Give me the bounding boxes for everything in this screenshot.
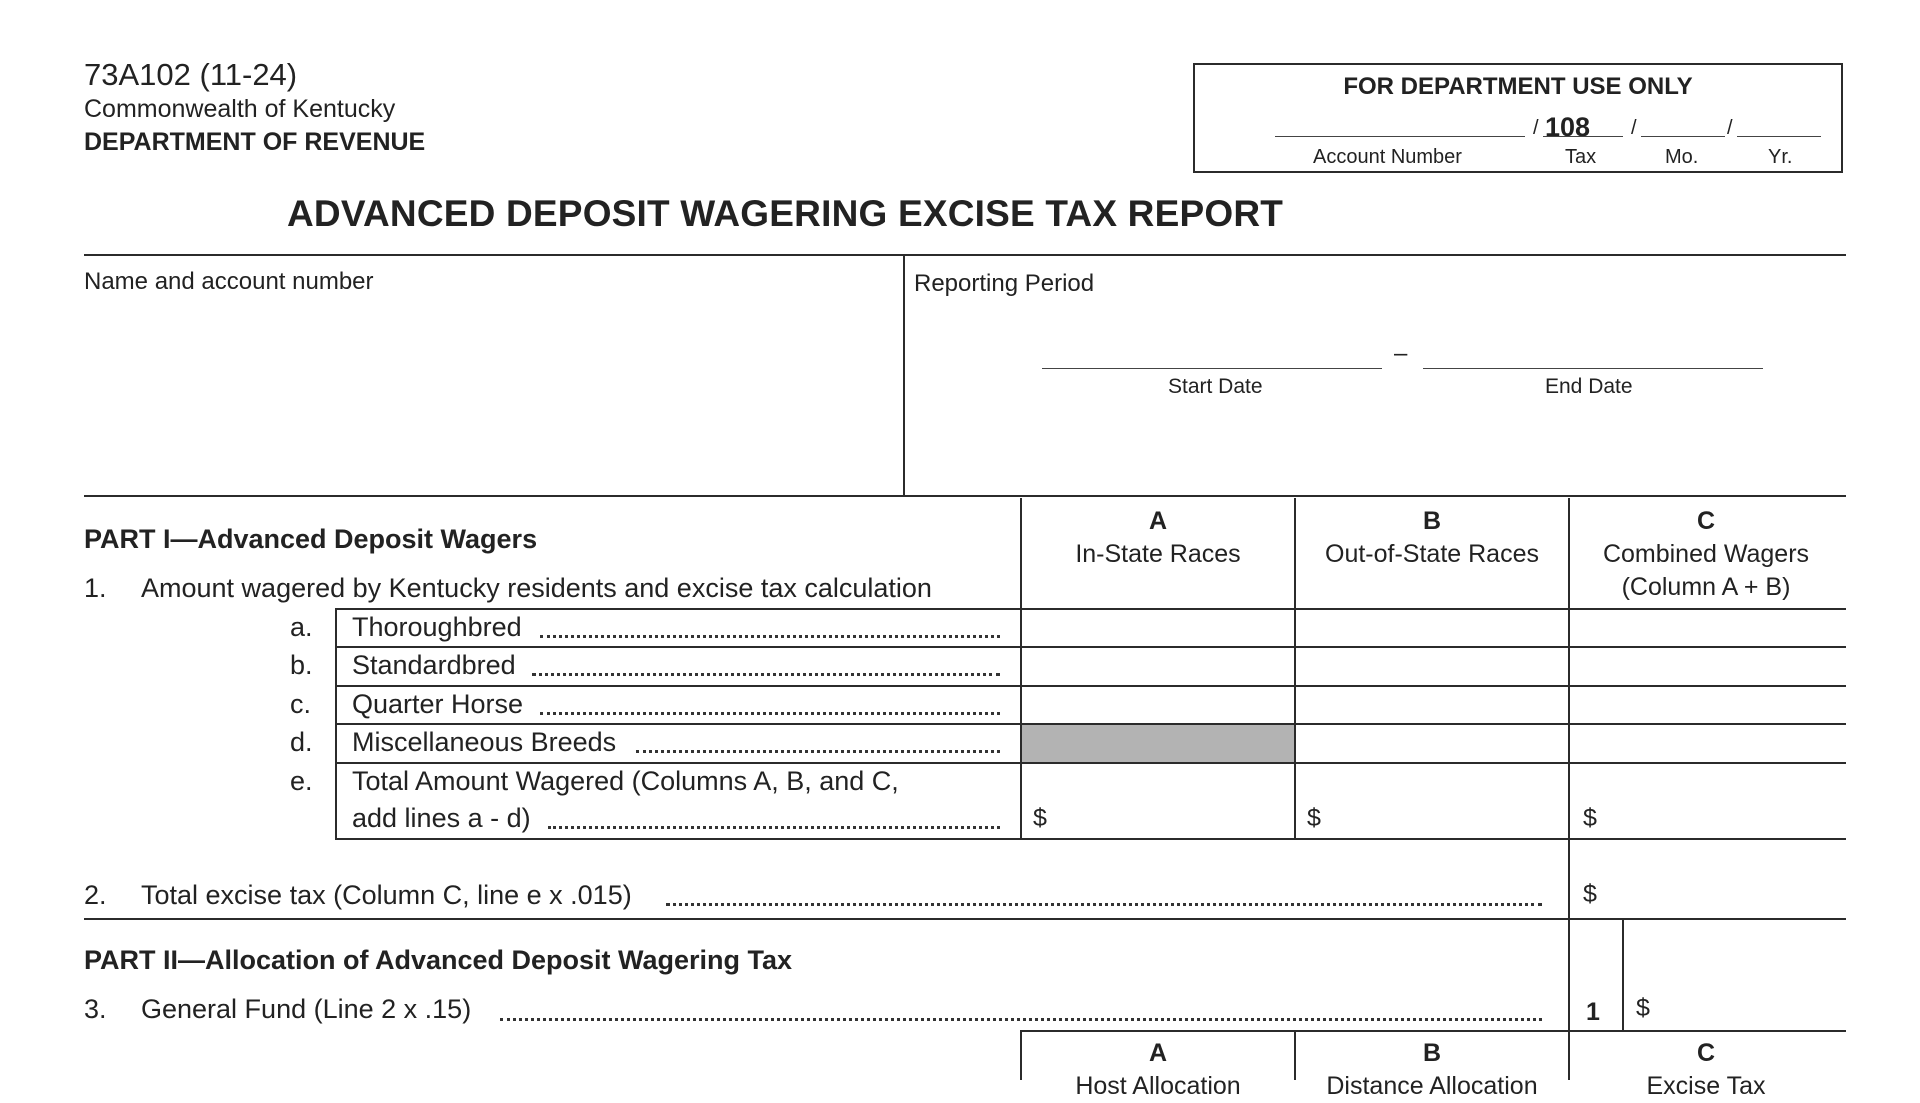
column-a-header bbox=[1021, 505, 1295, 571]
leader-dots bbox=[548, 826, 1000, 829]
month-field[interactable] bbox=[1641, 135, 1725, 137]
grid-line bbox=[335, 838, 1846, 840]
separator-slash: / bbox=[1727, 117, 1733, 139]
part1-heading: PART I—Advanced Deposit Wagers bbox=[84, 524, 538, 554]
tax-field-underline bbox=[1543, 135, 1623, 137]
row-a-letter: a. bbox=[290, 612, 313, 642]
line3-number: 3. bbox=[84, 994, 107, 1024]
department-use-title: FOR DEPARTMENT USE ONLY bbox=[1343, 73, 1693, 100]
row-b-col-a-input[interactable] bbox=[1022, 648, 1294, 685]
row-d-col-b-input[interactable] bbox=[1296, 725, 1568, 762]
leader-dots bbox=[636, 750, 1000, 753]
part2-column-c-letter: C bbox=[1696, 1039, 1716, 1067]
row-c-col-b-input[interactable] bbox=[1296, 687, 1568, 723]
month-label: Mo. bbox=[1665, 146, 1699, 168]
year-field[interactable] bbox=[1737, 135, 1821, 137]
total-col-b-input[interactable] bbox=[1324, 764, 1568, 838]
total-col-c-dollar: $ bbox=[1583, 804, 1597, 832]
part2-column-b-letter: B bbox=[1422, 1039, 1442, 1067]
form-number: 73A102 (11-24) bbox=[84, 57, 298, 92]
line2-text: Total excise tax (Column C, line e x .015) bbox=[141, 880, 632, 910]
row-d-letter: d. bbox=[290, 727, 313, 757]
row-b-label: Standardbred bbox=[352, 650, 516, 680]
leader-dots bbox=[540, 712, 1000, 715]
part2-column-a-label: Host Allocation bbox=[1075, 1072, 1241, 1100]
part2-column-b-header bbox=[1295, 1037, 1569, 1103]
part2-column-a-header bbox=[1021, 1037, 1295, 1103]
grid-line bbox=[1622, 918, 1624, 1030]
column-b-label: Out-of-State Races bbox=[1325, 540, 1539, 568]
date-range-dash: – bbox=[1394, 340, 1408, 367]
total-col-c-input[interactable] bbox=[1600, 764, 1846, 838]
tax-label: Tax bbox=[1565, 146, 1597, 168]
row-d-label: Miscellaneous Breeds bbox=[352, 727, 617, 757]
column-b-letter: B bbox=[1422, 507, 1442, 535]
leader-dots bbox=[500, 1018, 1542, 1021]
row-e-letter: e. bbox=[290, 766, 313, 796]
leader-dots bbox=[532, 673, 1000, 676]
row-d-col-a-shaded-cell bbox=[1022, 725, 1294, 762]
reporting-period-label: Reporting Period bbox=[914, 270, 1095, 297]
part2-heading: PART II—Allocation of Advanced Deposit Wagering Tax bbox=[84, 945, 793, 975]
line2-excise-tax-input[interactable] bbox=[1600, 842, 1846, 916]
leader-dots bbox=[540, 635, 1000, 638]
part2-table-top-border bbox=[1020, 1030, 1846, 1032]
row-b-col-b-input[interactable] bbox=[1296, 648, 1568, 685]
column-b-header bbox=[1295, 505, 1569, 571]
agency-name: Commonwealth of Kentucky bbox=[84, 95, 396, 123]
row-c-col-c-input[interactable] bbox=[1570, 687, 1846, 723]
line3-dollar: $ bbox=[1636, 994, 1650, 1022]
separator-slash: / bbox=[1631, 117, 1637, 139]
row-a-label: Thoroughbred bbox=[352, 612, 522, 642]
column-c-label: Combined Wagers bbox=[1602, 540, 1810, 568]
year-label: Yr. bbox=[1768, 146, 1793, 168]
row-e-label-continued: add lines a - d) bbox=[352, 803, 531, 833]
account-number-field[interactable] bbox=[1275, 135, 1525, 137]
part2-column-c-label: Excise Tax bbox=[1646, 1072, 1766, 1100]
part2-column-b-label: Distance Allocation bbox=[1326, 1072, 1538, 1100]
tax-code: 108 bbox=[1545, 112, 1591, 142]
line3-code: 1 bbox=[1586, 998, 1600, 1026]
department-use-box bbox=[1193, 63, 1843, 173]
end-date-label: End Date bbox=[1545, 375, 1633, 398]
line2-dollar: $ bbox=[1583, 880, 1597, 908]
line3-general-fund-input[interactable] bbox=[1654, 930, 1846, 1028]
row-d-col-c-input[interactable] bbox=[1570, 725, 1846, 762]
total-col-a-dollar: $ bbox=[1033, 804, 1047, 832]
row-a-col-b-input[interactable] bbox=[1296, 610, 1568, 646]
account-number-label: Account Number bbox=[1313, 146, 1462, 168]
name-account-label: Name and account number bbox=[84, 268, 374, 295]
line3-text: General Fund (Line 2 x .15) bbox=[141, 994, 472, 1024]
part1-top-border bbox=[84, 495, 1846, 497]
column-a-label: In-State Races bbox=[1075, 540, 1241, 568]
start-date-field[interactable] bbox=[1042, 340, 1382, 369]
row-e-label: Total Amount Wagered (Columns A, B, and C, bbox=[352, 766, 899, 796]
leader-dots bbox=[666, 903, 1542, 906]
part2-column-c-header bbox=[1569, 1037, 1843, 1103]
row-c-col-a-input[interactable] bbox=[1022, 687, 1294, 723]
department-name: DEPARTMENT OF REVENUE bbox=[84, 128, 426, 156]
column-c-header bbox=[1569, 505, 1843, 604]
row-b-letter: b. bbox=[290, 650, 313, 680]
row-c-label: Quarter Horse bbox=[352, 689, 524, 719]
line1-text: Amount wagered by Kentucky residents and excise tax calculation bbox=[141, 573, 932, 603]
separator-slash: / bbox=[1533, 117, 1539, 139]
row-a-col-a-input[interactable] bbox=[1022, 610, 1294, 646]
total-col-a-input[interactable] bbox=[1050, 764, 1294, 838]
end-date-field[interactable] bbox=[1423, 340, 1763, 369]
form-title: ADVANCED DEPOSIT WAGERING EXCISE TAX REPORT bbox=[287, 193, 1284, 234]
column-c-sublabel: (Column A + B) bbox=[1621, 573, 1791, 601]
grid-line bbox=[1568, 918, 1570, 1030]
part2-column-a-letter: A bbox=[1148, 1039, 1168, 1067]
line2-number: 2. bbox=[84, 880, 107, 910]
line1-number: 1. bbox=[84, 573, 107, 603]
column-a-letter: A bbox=[1148, 507, 1168, 535]
name-account-field[interactable] bbox=[90, 300, 890, 485]
total-col-b-dollar: $ bbox=[1307, 804, 1321, 832]
section-divider bbox=[903, 254, 905, 496]
start-date-label: Start Date bbox=[1168, 375, 1263, 398]
section-divider bbox=[84, 254, 1846, 256]
row-c-letter: c. bbox=[290, 689, 312, 719]
row-b-col-c-input[interactable] bbox=[1570, 648, 1846, 685]
column-c-letter: C bbox=[1696, 507, 1716, 535]
part1-bottom-border bbox=[84, 918, 1846, 920]
row-a-col-c-input[interactable] bbox=[1570, 610, 1846, 646]
